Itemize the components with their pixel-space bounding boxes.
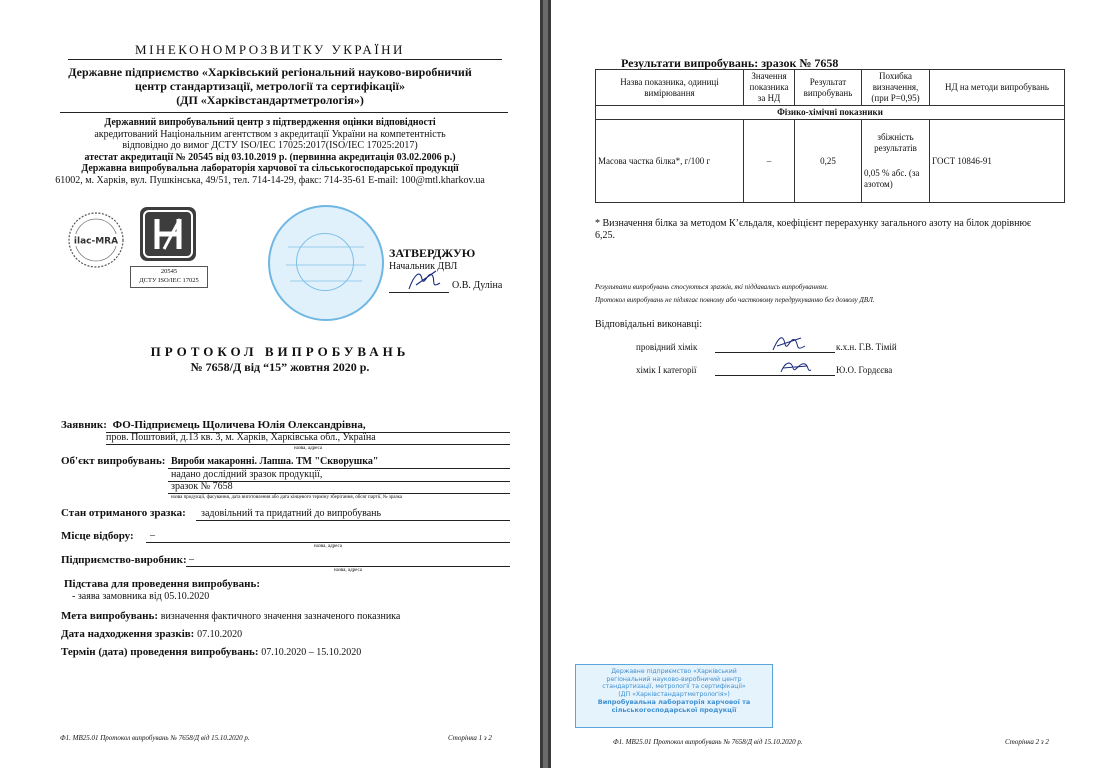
maker-value: – <box>189 554 194 565</box>
svg-text:ilac-MRA: ilac-MRA <box>73 236 119 247</box>
applicant-value: ФО-Підприємець Щоличева Юлія Олександрівна, <box>112 419 366 431</box>
accreditation-badge-label: 20545 ДСТУ ISO/IEC 17025 <box>130 266 208 288</box>
protocol-title: ПРОТОКОЛ ВИПРОБУВАНЬ <box>150 344 410 359</box>
goal-row: Мета випробувань: визначення фактичного значення зазначеного показника <box>61 610 401 622</box>
maker-caption: назва, адреса <box>334 568 362 573</box>
exec1-name: к.х.н. Г.В. Тімій <box>836 342 897 352</box>
header-cell: Назва показника, одиниці вимірювання <box>596 70 744 106</box>
applicant-caption: назва, адреса <box>294 446 322 451</box>
protocol-number: № 7658/Д від “15” жовтня 2020 р. <box>190 360 370 374</box>
object-label: Об'єкт випробувань: <box>61 455 166 467</box>
page-gutter <box>540 0 551 768</box>
exec1-role: провідний хімік <box>636 342 698 352</box>
header-cell: Значення показника за НД <box>744 70 795 106</box>
state-value: задовільний та придатний до випробувань <box>201 508 382 519</box>
row-nd-value: – <box>744 120 795 203</box>
page1-footer-left: Ф1. МВ25.01 Протокол випробувань № 7658/Д від 15.10.2020 р. <box>60 734 250 742</box>
arrival-row: Дата надходження зразків: 07.10.2020 <box>61 628 243 640</box>
basis-value: - заява замовника від 05.10.2020 <box>72 591 210 602</box>
round-seal-stamp <box>268 205 384 321</box>
row-method: ГОСТ 10846-91 <box>930 120 1065 203</box>
approve-sign-line <box>389 292 449 293</box>
results-title: Результати випробувань: зразок № 7658 <box>621 56 839 70</box>
place-value: – <box>150 530 155 541</box>
protocol-page-2 <box>551 0 1093 768</box>
applicant-address: пров. Поштовий, д.13 кв. 3, м. Харків, Харківська обл., Україна <box>106 432 376 443</box>
table-section-row: Фізико-хімічні показники <box>596 106 1065 120</box>
note-2: Протокол випробувань не підлягає повному або частковому передрукуванню без дозволу ДВЛ. <box>595 296 875 304</box>
exec2-role: хімік І категорії <box>636 365 697 375</box>
place-label: Місце відбору: <box>61 530 134 542</box>
term-value: 07.10.2020 – 15.10.2020 <box>261 647 362 658</box>
page2-footer-left: Ф1. МВ25.01 Протокол випробувань № 7658/Д від 15.10.2020 р. <box>613 738 803 746</box>
table-header-row <box>596 70 1065 106</box>
ilac-logo <box>66 210 126 270</box>
header-cell: Похибка визначення, (при Р=0,95) <box>862 70 930 106</box>
center-info: Державний випробувальний центр з підтвердження оцінки відповідності акредитований Національним агентством з акредитації України на компетентність відповідно до вимог ДСТУ ISO/IEC 17025:2017(ISO/IEC 17025:2017) атестат акредитації № 20545 від 03.10.2019 р. (первинна акредитація 03.02.2006 р.) Державна випробувальна лабораторія харчової та сільськогосподарської продукції 61002, м. Харків, вул. Пушкінська, 49/51, тел. 714-14-29, факс: 714-35-61 E-mail: 100@mtl.kharkov.ua <box>55 117 485 186</box>
exec1-signature <box>769 332 809 356</box>
approve-name: О.В. Дуліна <box>452 280 503 291</box>
header-cell: Результат випробувань <box>795 70 862 106</box>
results-table <box>595 69 1065 203</box>
approve-title: ЗАТВЕРДЖУЮ <box>389 246 476 260</box>
page1-footer-right: Сторінка 1 з 2 <box>448 734 492 742</box>
protocol-page-1 <box>0 0 540 768</box>
org-name: Державне підприємство «Харківський регіональний науково-виробничий центр стандартизації, метрології та сертифікації» (ДП «Харківстандартметрологія») <box>68 65 472 107</box>
exec2-signature <box>777 356 813 378</box>
header-cell: НД на методи випробувань <box>930 70 1065 106</box>
lab-rectangular-stamp: Державне підприємство «Харківський регіональний науково-виробничий центр стандартизації, метрології та сертифікації» (ДП «Харківстандартметрологія») Випробувальна лабораторія харчової та сільськогосподарської продукції <box>575 664 773 728</box>
object-line3: зразок № 7658 <box>171 481 233 492</box>
place-caption: назва, адреса <box>314 544 342 549</box>
approve-role: Начальник ДВЛ <box>389 261 458 272</box>
org-rule <box>60 112 508 113</box>
ministry-rule <box>68 59 502 60</box>
maker-label: Підприємство-виробник: <box>61 554 187 566</box>
director-signature <box>406 265 446 295</box>
row-result: 0,25 <box>795 120 862 203</box>
applicant-row: Заявник: ФО-Підприємець Щоличева Юлія Олександрівна, <box>61 419 366 431</box>
exec2-name: Ю.О. Гордєєва <box>836 365 893 375</box>
object-caption: назва продукції, фасування, дата виготовлення або дата кінцевого терміну зберігання, обсяг партії, № зразка <box>171 495 403 500</box>
accreditation-badge-icon <box>140 207 196 261</box>
object-line2: надано дослідний зразок продукції, <box>171 469 323 480</box>
state-label: Стан отриманого зразка: <box>61 507 186 519</box>
ministry-title: МІНЕКОНОМРОЗВИТКУ УКРАЇНИ <box>135 42 405 57</box>
goal-value: визначення фактичного значення зазначеного показника <box>160 611 401 622</box>
term-row: Термін (дата) проведення випробувань: 07.10.2020 – 15.10.2020 <box>61 646 362 658</box>
note-1: Результати випробувань стосуються зразків, які піддавались випробуванням. <box>595 283 829 291</box>
page2-footer-right: Сторінка 2 з 2 <box>1005 738 1049 746</box>
footnote: * Визначення білка за методом К’єльдаля, коефіцієнт перерахунку загального азоту на білок дорівнює 6,25. <box>595 218 1032 241</box>
table-row <box>596 120 1065 203</box>
object-value: Вироби макаронні. Лапша. ТМ "Скворушка" <box>171 456 379 467</box>
responsible-label: Відповідальні виконавці: <box>595 319 703 330</box>
basis-label: Підстава для проведення випробувань: <box>64 578 260 590</box>
row-name: Масова частка білка*, г/100 г <box>596 120 744 203</box>
arrival-value: 07.10.2020 <box>197 629 243 640</box>
row-error: збіжність результатів 0,05 % абс. (за азотом) <box>862 120 930 203</box>
